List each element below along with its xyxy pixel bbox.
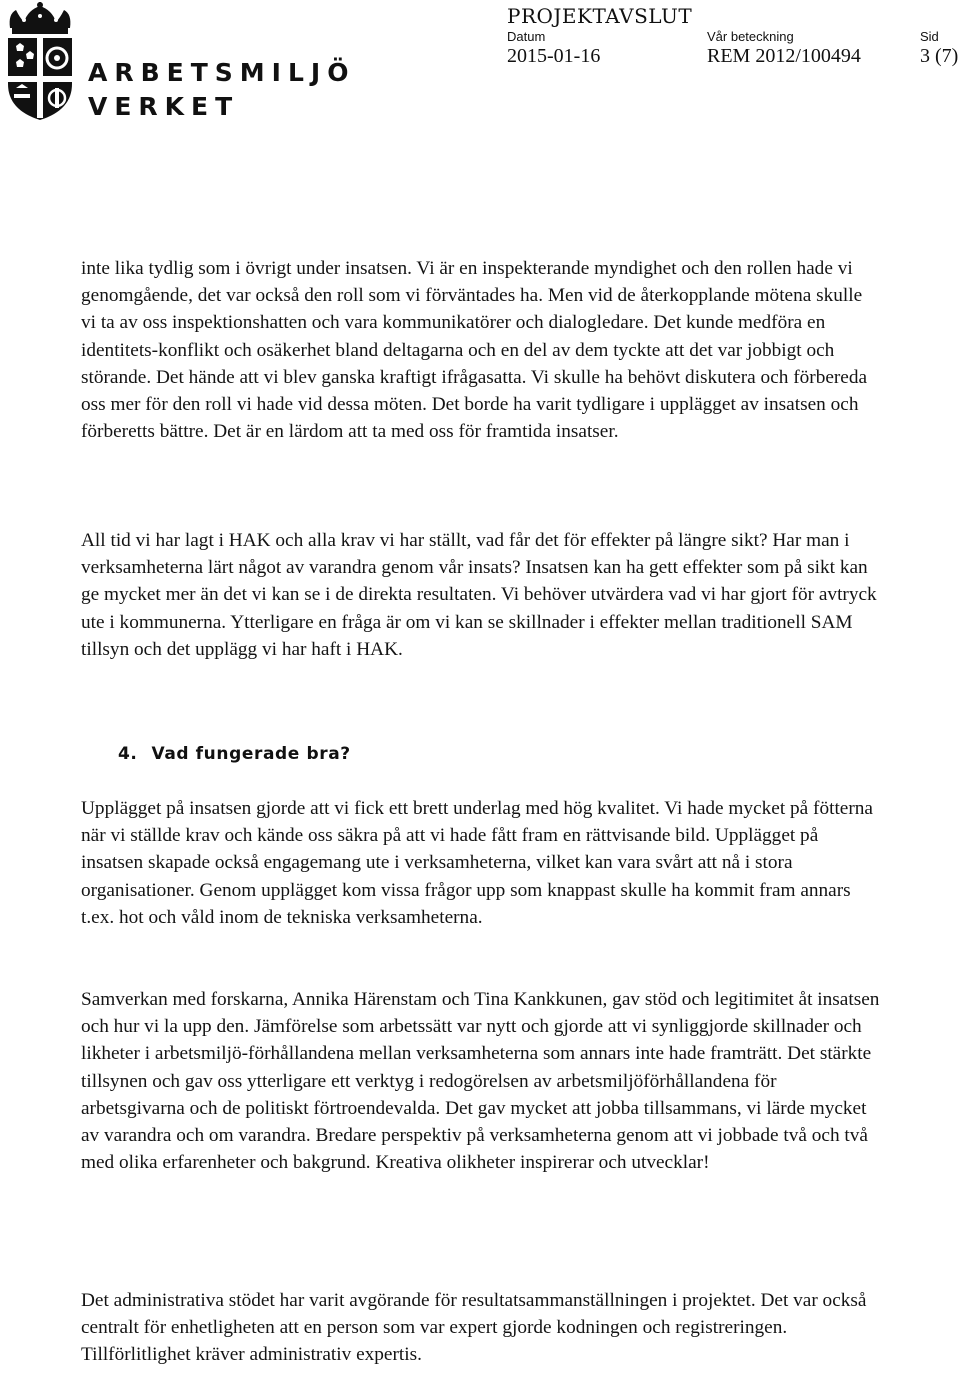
body-paragraph — [81, 986, 881, 1176]
paragraph-text: Det administrativa stödet har varit avgörande för resultatsammanställningen i projektet. Det var också centralt för enhetligheten att en person som var expert gjorde kodningen och registreringen. Tillförlitlighet kräver administrativ expertis. — [81, 1290, 867, 1366]
date-label: Datum — [507, 29, 546, 44]
crown-shield-emblem-icon — [0, 2, 82, 122]
logo-text-line2: VERKET — [88, 92, 240, 121]
paragraph-text: Samverkan med forskarna, Annika Härenstam och Tina Kankkunen, gav stöd och legitimitet åt insatsen och hur vi la upp den. Jämförelse som arbetssätt var nytt och gjorde att vi synliggjorde skillnader och likheter i arbetsmiljö-förhållandena mellan verksamheterna som annars inte hade framträtt. Det stärkte tillsynen och gav oss ytterligare ett verktyg i redogörelsen av arbetsmiljöförhållandena för arbetsgivarna och de politiskt förtroendevalda. Det gav mycket att jobba tillsammans, vi lärde mycket av varandra och om varandra. Bredare perspektiv på verksamheterna genom att vi jobbade två och två med olika erfarenheter och bakgrund. Kreativa olikheter inspirerar och utvecklar! — [81, 989, 880, 1174]
body-paragraph — [81, 527, 881, 663]
page-label: Sid — [920, 29, 939, 44]
body-paragraph — [81, 795, 881, 931]
document-type: PROJEKTAVSLUT — [507, 4, 693, 28]
date-value: 2015-01-16 — [507, 45, 601, 67]
page-number: 3 (7) — [920, 45, 959, 67]
logo-text-line1: ARBETSMILJÖ — [88, 58, 356, 87]
agency-logo — [0, 2, 356, 122]
body-paragraph — [81, 255, 881, 445]
reference-label: Vår beteckning — [707, 29, 794, 44]
paragraph-text: All tid vi har lagt i HAK och alla krav vi har ställt, vad får det för effekter på längre sikt? Har man i verksamheterna lärt något av varandra genom vår insats? Insatsen kan ha gett effekter som på sikt kan ge mycket mer än det vi kan se i de direkta resultaten. Vi behöver utvärdera vad vi har gjort för avtryck ute i kommunerna. Ytterligare en fråga är om vi kan se skillnader i effekter mellan traditionell SAM tillsyn och det upplägg vi har haft i HAK. — [81, 530, 877, 660]
body-paragraph — [81, 1287, 881, 1369]
section-heading — [118, 744, 351, 764]
paragraph-text: Upplägget på insatsen gjorde att vi fick ett brett underlag med hög kvalitet. Vi hade mycket på fötterna när vi ställde krav och kände oss säkra på att vi hade fått fram en rättvisande bild. Upplägget på insatsen skapade också engagemang ute i verksamheterna, vilket kan vara svårt att nå i stora organisationer. Genom upplägget kom vissa frågor upp som knappast skulle ha kommit fram annars t.ex. hot och våld inom de tekniska verksamheterna. — [81, 798, 873, 928]
section-title: Vad fungerade bra? — [151, 744, 351, 764]
section-number: 4. — [118, 744, 138, 764]
paragraph-text: inte lika tydlig som i övrigt under insatsen. Vi är en inspekterande myndighet och den rollen hade vi genomgående, det var också den roll som vi förväntades ha. Men vid de återkopplande mötena skulle vi ta av oss inspektionshatten och vara kommunikatörer och dialogledare. Det kunde medföra en identitets-konflikt och osäkerhet bland deltagarna och en del av dem tyckte att det var jobbigt och störande. Det hände att vi blev ganska kraftigt ifrågasatta. Vi skulle ha behövt diskutera och förbereda oss mer för den roll vi hade vid dessa möten. Det borde ha varit tydligare i upplägget av insatsen och förberetts bättre. Det är en lärdom att ta med oss för framtida insatser. — [81, 258, 868, 443]
reference-value: REM 2012/100494 — [707, 45, 861, 67]
